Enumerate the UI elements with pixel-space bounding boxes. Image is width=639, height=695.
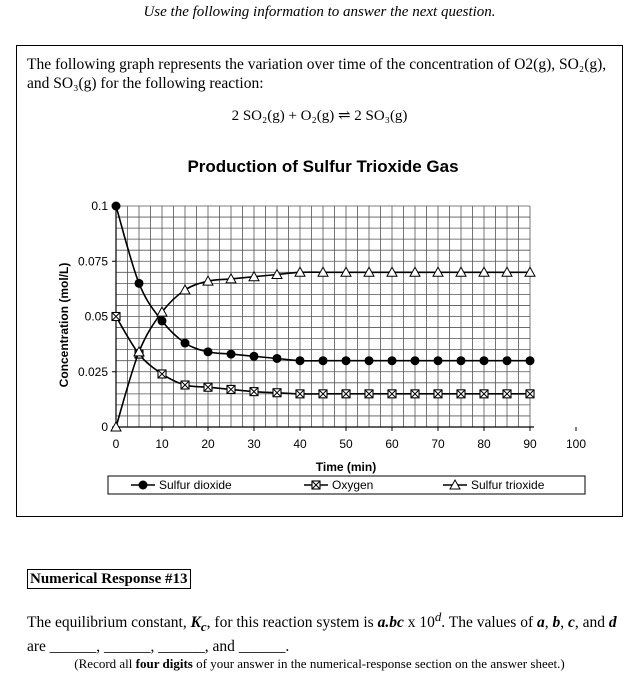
q-sep: , bbox=[150, 638, 155, 656]
sulfur-dioxide-point bbox=[112, 202, 121, 211]
sulfur-dioxide-point bbox=[250, 352, 259, 361]
q-sep: , bbox=[560, 614, 568, 632]
chart-axes bbox=[78, 199, 586, 451]
sulfur-dioxide-point bbox=[342, 356, 351, 365]
chart-title: Production of Sulfur Trioxide Gas bbox=[187, 157, 459, 176]
q-text: The equilibrium constant, bbox=[27, 614, 191, 632]
x-tick-label: 100 bbox=[565, 437, 587, 451]
q-sep: , and bbox=[574, 614, 609, 632]
sulfur-dioxide-point bbox=[457, 356, 466, 365]
q-sep: , and bbox=[204, 638, 235, 656]
sulfur-dioxide-point bbox=[204, 347, 213, 356]
q-sep: , bbox=[544, 614, 553, 632]
answer-blank-b: ______ bbox=[104, 638, 151, 656]
sulfur-dioxide-point bbox=[480, 356, 489, 365]
x-tick-label: 50 bbox=[339, 437, 353, 451]
q-var: b bbox=[552, 614, 561, 632]
x-tick-label: 30 bbox=[247, 437, 261, 451]
y-tick-label: 0.025 bbox=[77, 364, 108, 379]
sulfur-dioxide-point bbox=[273, 354, 282, 363]
sulfur-dioxide-point bbox=[227, 350, 236, 359]
q-text: . The values of bbox=[441, 614, 537, 632]
answer-note bbox=[0, 656, 639, 672]
q-text: , for this reaction system is bbox=[206, 614, 378, 632]
q-text: x 10 bbox=[403, 614, 435, 632]
description-line-2: and SO₃(g) for the following reaction: bbox=[27, 75, 264, 92]
y-axis-label: Concentration (mol/L) bbox=[57, 262, 71, 388]
q-kc: K bbox=[190, 614, 201, 632]
question-text bbox=[27, 607, 617, 657]
question-line-1 bbox=[27, 607, 617, 637]
x-tick-label: 40 bbox=[293, 437, 307, 451]
x-tick-label: 70 bbox=[431, 437, 445, 451]
x-tick-label: 80 bbox=[477, 437, 491, 451]
q-var: d bbox=[608, 614, 617, 632]
sulfur-dioxide-point bbox=[158, 316, 167, 325]
chart-legend bbox=[108, 476, 585, 494]
note-bold: four digits bbox=[135, 656, 193, 671]
legend-label: Oxygen bbox=[332, 478, 374, 492]
q-sep: , bbox=[96, 638, 101, 656]
y-tick-label: 0.075 bbox=[77, 254, 108, 269]
sulfur-dioxide-point bbox=[296, 356, 305, 365]
sulfur-dioxide-point bbox=[526, 356, 535, 365]
x-axis-label: Time (min) bbox=[315, 460, 377, 474]
sulfur-dioxide-point bbox=[139, 481, 148, 490]
sulfur-dioxide-point bbox=[135, 279, 144, 288]
note-text: (Record all bbox=[74, 656, 136, 671]
q-sep: . bbox=[285, 638, 290, 656]
note-text: of your answer in the numerical-response section on the answer sheet.) bbox=[192, 656, 565, 671]
q-var: a bbox=[536, 614, 545, 632]
sulfur-trioxide-point bbox=[180, 285, 190, 294]
sulfur-dioxide-point bbox=[411, 356, 420, 365]
q-kc-sub: c bbox=[200, 619, 207, 635]
description-line-1: The following graph represents the variation over time of the concentration of O2(g), SO₂(g), bbox=[27, 56, 607, 73]
sulfur-dioxide-point bbox=[434, 356, 443, 365]
x-tick-label: 90 bbox=[523, 437, 537, 451]
instruction-text: Use the following information to answer the next question. bbox=[143, 4, 496, 20]
question-heading: Numerical Response #13 bbox=[27, 569, 191, 589]
x-tick-label: 20 bbox=[201, 437, 215, 451]
answer-blank-d: ______ bbox=[238, 638, 286, 656]
sulfur-dioxide-point bbox=[319, 356, 328, 365]
legend-label: Sulfur dioxide bbox=[159, 478, 232, 492]
question-line-2 bbox=[27, 637, 617, 657]
sulfur-dioxide-point bbox=[181, 339, 190, 348]
y-tick-label: 0.1 bbox=[91, 199, 108, 213]
q-exp: d bbox=[434, 609, 442, 624]
x-tick-label: 10 bbox=[155, 437, 169, 451]
sulfur-dioxide-point bbox=[503, 356, 512, 365]
x-tick-label: 0 bbox=[112, 437, 120, 451]
q-text: are bbox=[27, 638, 46, 656]
legend-label: Sulfur trioxide bbox=[471, 478, 545, 492]
answer-blank-c: ______ bbox=[158, 638, 205, 656]
y-tick-label: 0 bbox=[101, 420, 108, 434]
reaction-equation: 2 SO₂(g) + O₂(g) ⇌ 2 SO₃(g) bbox=[231, 108, 408, 124]
q-var: c bbox=[567, 614, 575, 632]
q-expr: a.bc bbox=[377, 614, 404, 632]
answer-blank-a: ______ bbox=[49, 638, 97, 656]
sulfur-dioxide-point bbox=[365, 356, 374, 365]
sulfur-dioxide-point bbox=[388, 356, 397, 365]
x-tick-label: 60 bbox=[385, 437, 399, 451]
y-tick-label: 0.05 bbox=[84, 309, 108, 324]
